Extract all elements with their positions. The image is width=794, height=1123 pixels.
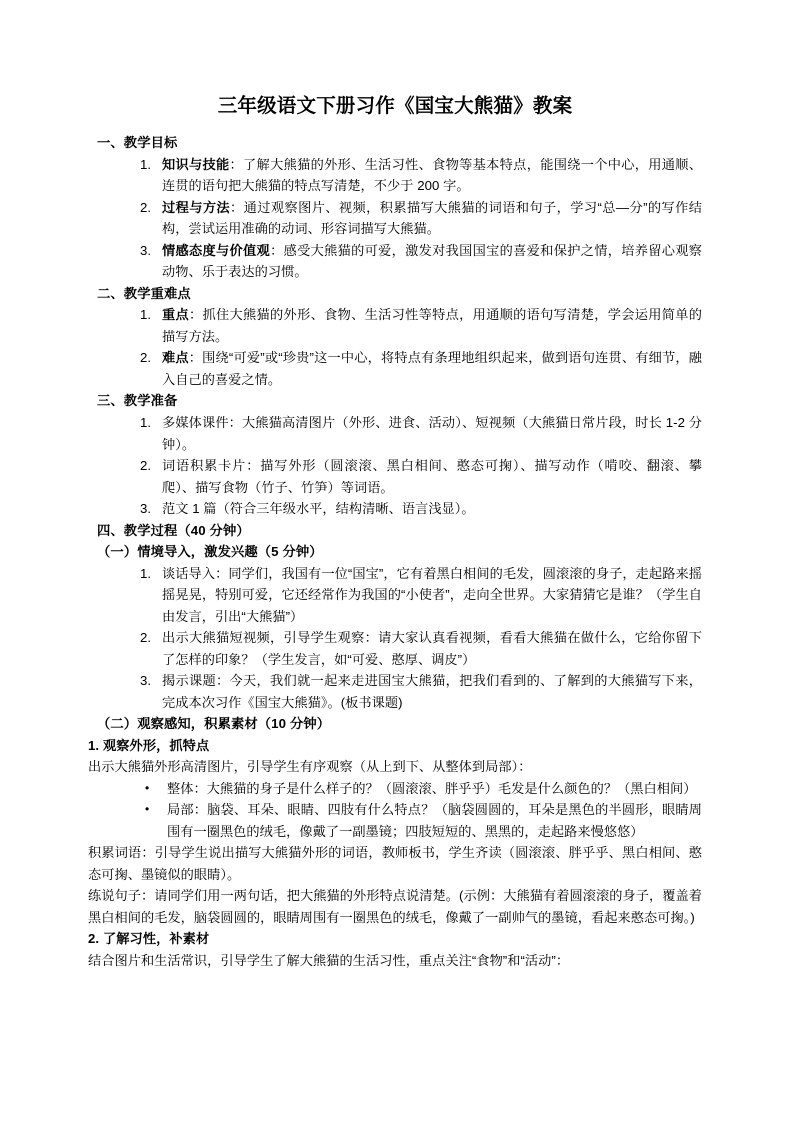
list-marker: 2. xyxy=(140,458,152,474)
subsection-heading-observation: （二）观察感知，积累素材（10 分钟） xyxy=(97,716,331,732)
paragraph-observe-appearance-intro: 出示大熊猫外形高清图片，引导学生有序观察（从上到下、从整体到局部）： xyxy=(88,759,532,775)
list-item xyxy=(88,240,702,283)
list-item xyxy=(88,670,702,713)
list-item-text: 词语积累卡片：描写外形（圆滚滚、黑白相间、憨态可掬）、描写动作（啃咬、翻滚、攀爬）、描写食物（竹子、竹笋）等词语。 xyxy=(162,458,702,495)
list-item xyxy=(88,412,702,455)
list-item xyxy=(88,498,702,520)
list-marker: 2. xyxy=(140,199,152,215)
list-item-lead: 重点 xyxy=(162,307,190,323)
list-item-body: ：感受大熊猫的可爱，激发对我国国宝的喜爱和保护之情，培养留心观察动物、乐于表达的习惯。 xyxy=(162,242,702,280)
list-item-body: ：围绕“可爱”或“珍贵”这一中心，将特点有条理地组织起来，做到语句连贯、有细节，融入自己的喜爱之情。 xyxy=(162,350,702,387)
page-title: 三年级语文下册习作《国宝大熊猫》教案 xyxy=(217,95,573,117)
list-marker: 1. xyxy=(140,415,152,431)
paragraph-practice-sentences: 练说句子：请同学们用一两句话，把大熊猫的外形特点说清楚。(示例：大熊猫有着圆滚滚的身子，覆盖着黑白相间的毛发，脑袋圆圆的，眼睛周围有一圈黑色的绒毛，像戴了一副帅气的墨镜，看起来憨态可掬。) xyxy=(88,888,702,925)
list-item xyxy=(88,563,702,628)
bullet-icon: • xyxy=(145,780,150,795)
list-item xyxy=(88,627,702,670)
list-marker: 1. xyxy=(140,307,152,323)
list-item xyxy=(88,154,702,197)
list-marker: 3. xyxy=(140,242,152,258)
paragraph-understand-habits-intro: 结合图片和生活常识，引导学生了解大熊猫的生活习性，重点关注“食物”和“活动”： xyxy=(88,952,570,968)
list-item-lead: 过程与方法 xyxy=(162,199,231,215)
list-item-text: 揭示课题：今天，我们就一起来走进国宝大熊猫，把我们看到的、了解到的大熊猫写下来，完成本次习作《国宝大熊猫》。(板书课题) xyxy=(162,673,702,710)
list-item-lead: 情感态度与价值观 xyxy=(162,242,271,258)
list-marker: 2. xyxy=(140,350,152,366)
list-item xyxy=(88,347,702,390)
list-item-text xyxy=(162,240,702,283)
list-marker: 2. xyxy=(140,630,152,646)
list-item-text: 谈话导入：同学们，我国有一位“国宝”，它有着黑白相间的毛发，圆滚滚的身子，走起路来摇摇晃晃，特别可爱，它还经常作为我国的“小使者”，走向全世界。大家猜猜它是谁？（学生自由发言，引出“大熊猫”） xyxy=(162,565,702,624)
list-key-points xyxy=(88,304,702,390)
list-introduction-steps xyxy=(88,563,702,714)
section-heading-teaching-goals: 一、教学目标 xyxy=(97,135,178,151)
list-item-text xyxy=(162,304,702,347)
list-item-body: ：了解大熊猫的外形、生活习性、食物等基本特点，能围绕一个中心，用通顺、连贯的语句把大熊猫的特点写清楚，不少于 200 字。 xyxy=(162,156,703,194)
section-heading-teaching-process: 四、教学过程（40 分钟） xyxy=(97,522,250,538)
paragraph-accumulate-words: 积累词语：引导学生说出描写大熊猫外形的词语，教师板书，学生齐读（圆滚滚、胖乎乎、黑白相间、憨态可掬、墨镜似的眼睛）。 xyxy=(88,845,702,882)
list-item-text: 范文 1 篇（符合三年级水平，结构清晰、语言浅显）。 xyxy=(162,501,475,517)
section-heading-preparation: 三、教学准备 xyxy=(97,393,178,409)
bullet-icon: • xyxy=(145,802,150,817)
minor-heading-understand-habits: 2. 了解习性，补素材 xyxy=(88,931,210,947)
list-teaching-goals xyxy=(88,154,702,283)
minor-heading-observe-appearance: 1. 观察外形，抓特点 xyxy=(88,737,210,753)
list-appearance-bullets xyxy=(88,778,702,843)
list-item-lead: 知识与技能 xyxy=(162,156,230,172)
list-marker: 3. xyxy=(140,501,152,517)
list-marker: 1. xyxy=(140,156,152,172)
list-item-text xyxy=(162,197,702,240)
subsection-heading-introduction: （一）情境导入，激发兴趣（5 分钟） xyxy=(97,544,323,560)
list-item-text: 局部：脑袋、耳朵、眼睛、四肢有什么特点？（脑袋圆圆的，耳朵是黑色的半圆形，眼睛周围有一圈黑色的绒毛，像戴了一副墨镜；四肢短短的、黑黑的，走起路来慢悠悠） xyxy=(167,802,702,839)
list-item xyxy=(88,197,702,240)
list-item-body: ：通过观察图片、视频，积累描写大熊猫的词语和句子，学习“总—分”的写作结构，尝试运用准确的动词、形容词描写大熊猫。 xyxy=(162,199,702,237)
list-item xyxy=(88,304,702,347)
list-item-lead: 难点 xyxy=(162,350,189,366)
list-item-text: 整体：大熊猫的身子是什么样子的？（圆滚滚、胖乎乎）毛发是什么颜色的？（黑白相间） xyxy=(167,780,697,796)
list-preparation xyxy=(88,412,702,520)
list-item-body: ：抓住大熊猫的外形、食物、生活习性等特点，用通顺的语句写清楚，学会运用简单的描写方法。 xyxy=(162,307,702,344)
list-item-text: 多媒体课件：大熊猫高清图片（外形、进食、活动）、短视频（大熊猫日常片段，时长 1-2 分钟）。 xyxy=(162,415,702,452)
list-marker: 1. xyxy=(140,565,152,581)
list-item-text xyxy=(162,154,702,197)
list-marker: 3. xyxy=(140,673,152,689)
list-item xyxy=(88,455,702,498)
list-item-text xyxy=(162,347,702,390)
document-content xyxy=(88,92,702,971)
section-heading-key-points: 二、教学重难点 xyxy=(97,285,191,301)
list-item-text: 出示大熊猫短视频，引导学生观察：请大家认真看视频，看看大熊猫在做什么，它给你留下了怎样的印象？（学生发言，如“可爱、憨厚、调皮”） xyxy=(162,630,702,667)
list-item xyxy=(88,799,702,842)
list-item xyxy=(88,778,702,800)
